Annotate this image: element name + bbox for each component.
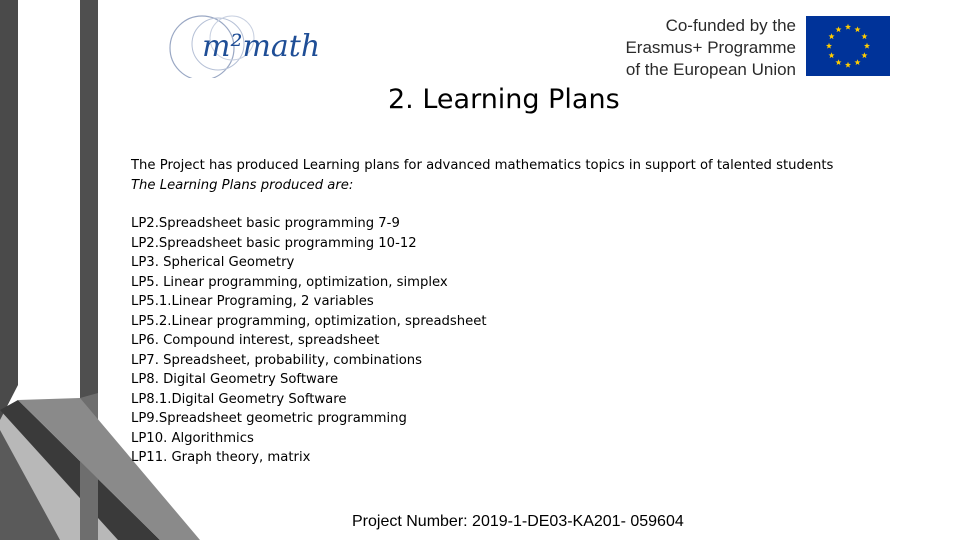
- eu-cofunded-text: [606, 15, 796, 81]
- project-number: Project Number: 2019-1-DE03-KA201- 059604: [352, 513, 684, 530]
- slide-body: [131, 156, 921, 468]
- learning-plans-list: [131, 214, 921, 468]
- list-item: LP2.Spreadsheet basic programming 7-9: [131, 216, 400, 231]
- list-item: LP3. Spherical Geometry: [131, 255, 295, 270]
- list-item: LP6. Compound interest, spreadsheet: [131, 333, 380, 348]
- intro-italic-text: The Learning Plans produced are:: [131, 177, 354, 193]
- list-item: LP5.2.Linear programming, optimization, spreadsheet: [131, 313, 487, 329]
- intro-text: The Project has produced Learning plans for advanced mathematics topics in support of talented students: [131, 158, 834, 173]
- eu-flag-icon: [806, 16, 890, 76]
- list-item: LP11. Graph theory, matrix: [131, 450, 311, 465]
- list-item: LP5.1.Linear Programing, 2 variables: [131, 294, 374, 309]
- eu-line-1: Co-funded by the: [665, 16, 796, 35]
- m2math-logo: [160, 8, 350, 78]
- list-item: LP8.1.Digital Geometry Software: [131, 391, 347, 407]
- stripe-mid: [80, 0, 98, 400]
- eu-line-3: of the European Union: [625, 60, 796, 79]
- list-item: LP2.Spreadsheet basic programming 10-12: [131, 235, 417, 251]
- list-item: LP5. Linear programming, optimization, simplex: [131, 274, 448, 290]
- list-item: LP8. Digital Geometry Software: [131, 372, 339, 387]
- stripe-dark-upper: [0, 0, 18, 420]
- list-item: LP7. Spreadsheet, probability, combinations: [131, 352, 423, 368]
- slide-title: 2. Learning Plans: [388, 84, 620, 115]
- list-item: LP9.Spreadsheet geometric programming: [131, 411, 407, 426]
- list-item: LP10. Algorithmics: [131, 430, 254, 446]
- eu-line-2: Erasmus+ Programme: [625, 38, 796, 57]
- logo-text: m²math: [202, 29, 321, 64]
